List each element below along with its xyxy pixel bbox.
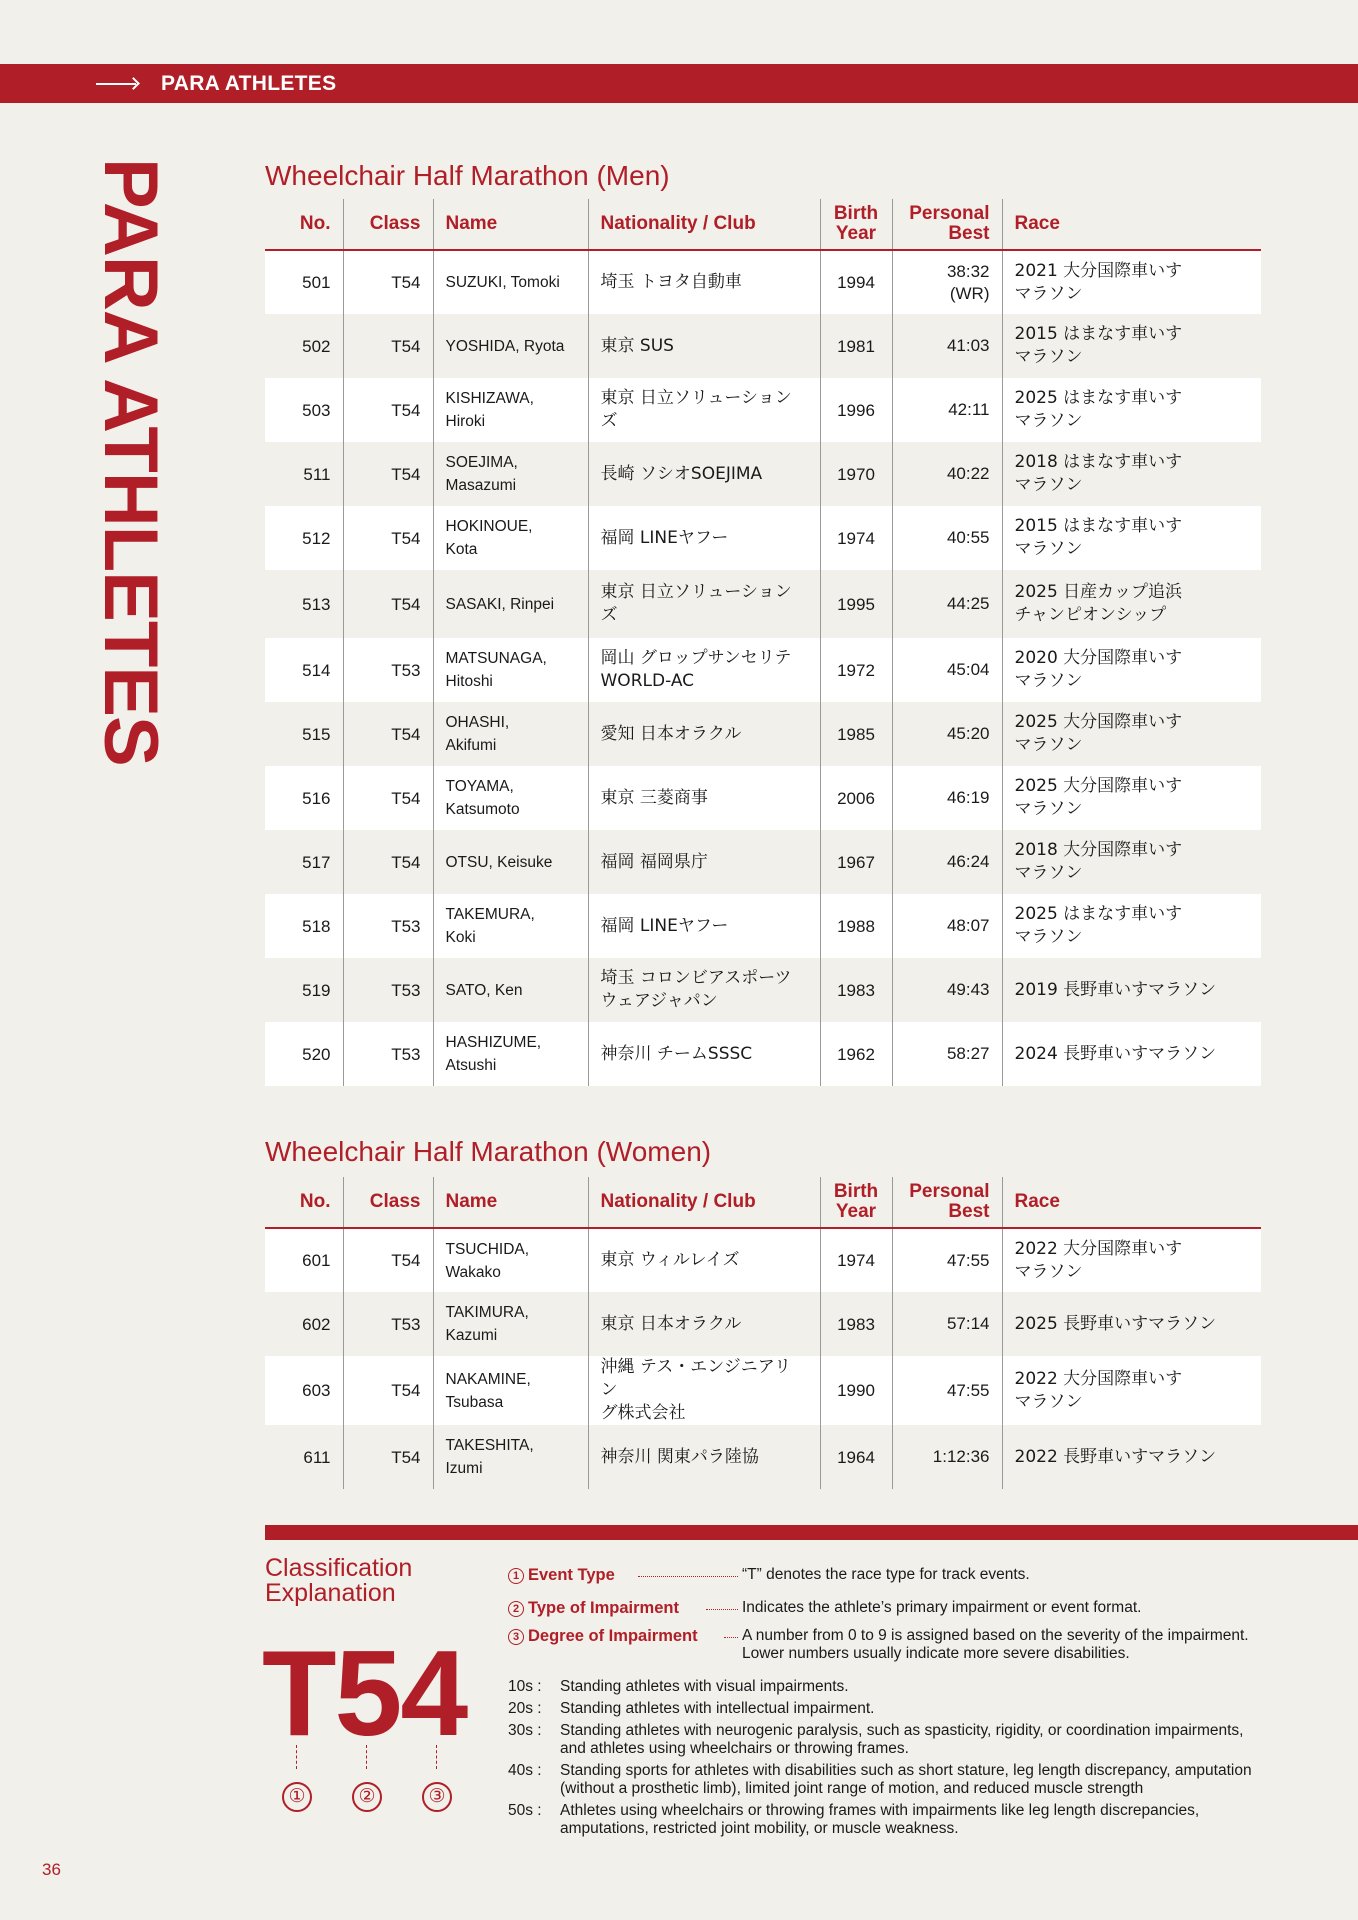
cell-no: 501 [265,250,343,314]
list-item: 40s : Standing sports for athletes with disabilities such as short stature, leg length discrepancy, amputation (without a prosthetic limb), limited joint range of motion, and reduced muscle strength [508,1762,1252,1797]
section-header-label: PARA ATHLETES [161,71,337,95]
col-header-race: Race [1002,199,1261,250]
marker-guide-line [296,1745,297,1769]
cell-name: NAKAMINE, Tsubasa [433,1356,588,1425]
col-header-personal-best: Personal Best [892,1177,1002,1228]
cell-club: 福岡 福岡県庁 [588,830,820,894]
cell-race: 2021 大分国際車いす マラソン [1002,250,1261,314]
cell-name: TAKIMURA, Kazumi [433,1292,588,1356]
col-header-class: Class [343,1177,433,1228]
cell-no: 602 [265,1292,343,1356]
cell-personal-best: 49:43 [892,958,1002,1022]
cell-race: 2025 大分国際車いす マラソン [1002,766,1261,830]
cell-name: OHASHI, Akifumi [433,702,588,766]
cell-class: T54 [343,570,433,638]
cell-no: 515 [265,702,343,766]
cell-personal-best: 44:25 [892,570,1002,638]
side-title: PARA ATHLETES [88,158,173,766]
cell-class: T54 [343,1228,433,1292]
table-row [265,506,1261,570]
cell-class: T54 [343,442,433,506]
cell-no: 520 [265,1022,343,1086]
cell-birth-year: 1988 [820,894,892,958]
cell-class: T54 [343,378,433,442]
cell-birth-year: 1994 [820,250,892,314]
cell-club: 岡山 グロップサンセリテ WORLD-AC [588,638,820,702]
cell-club: 東京 日立ソリューションズ [588,570,820,638]
cell-no: 503 [265,378,343,442]
cell-birth-year: 1985 [820,702,892,766]
cell-club: 東京 ウィルレイズ [588,1228,820,1292]
cell-club: 福岡 LINEヤフー [588,894,820,958]
section-header-bar [0,64,1358,103]
table-row [265,378,1261,442]
cell-class: T54 [343,314,433,378]
cell-name: SUZUKI, Tomoki [433,250,588,314]
cell-race: 2018 はまなす車いす マラソン [1002,442,1261,506]
cell-class: T54 [343,1356,433,1425]
cell-class: T53 [343,638,433,702]
cell-no: 516 [265,766,343,830]
cell-club: 愛知 日本オラクル [588,702,820,766]
cell-birth-year: 1995 [820,570,892,638]
table-row [265,830,1261,894]
cell-no: 601 [265,1228,343,1292]
marker-3-circle: ③ [422,1782,452,1812]
cell-name: TSUCHIDA, Wakako [433,1228,588,1292]
cell-race: 2024 長野車いすマラソン [1002,1022,1261,1086]
table-row [265,1292,1261,1356]
cell-name: SATO, Ken [433,958,588,1022]
col-header-birth-year: Birth Year [820,199,892,250]
cell-name: TOYAMA, Katsumoto [433,766,588,830]
table-row [265,314,1261,378]
col-header-no: No. [265,1177,343,1228]
col-header-personal-best: Personal Best [892,199,1002,250]
table-row [265,894,1261,958]
col-header-class: Class [343,199,433,250]
list-item: 10s : Standing athletes with visual impairments. [508,1678,849,1695]
col-header-club: Nationality / Club [588,199,820,250]
cell-class: T53 [343,1292,433,1356]
cell-club: 東京 日立ソリューション ズ [588,378,820,442]
cell-class: T53 [343,894,433,958]
table-row [265,958,1261,1022]
cell-race: 2025 長野車いすマラソン [1002,1292,1261,1356]
table-header-row [265,199,1261,250]
cell-no: 518 [265,894,343,958]
col-header-no: No. [265,199,343,250]
classification-example-code: T54 [262,1625,467,1761]
cell-name: SOEJIMA, Masazumi [433,442,588,506]
cell-no: 502 [265,314,343,378]
cell-name: SASAKI, Rinpei [433,570,588,638]
cell-personal-best: 58:27 [892,1022,1002,1086]
cell-club: 東京 三菱商事 [588,766,820,830]
cell-club: 福岡 LINEヤフー [588,506,820,570]
cell-no: 611 [265,1425,343,1489]
cell-personal-best: 47:55 [892,1228,1002,1292]
cell-club: 埼玉 トヨタ自動車 [588,250,820,314]
women-athletes-table [265,1177,1261,1489]
cell-no: 517 [265,830,343,894]
table-row [265,702,1261,766]
cell-race: 2018 大分国際車いす マラソン [1002,830,1261,894]
col-header-name: Name [433,199,588,250]
table-row [265,1228,1261,1292]
cell-race: 2025 はまなす車いす マラソン [1002,378,1261,442]
cell-class: T54 [343,702,433,766]
cell-personal-best: 40:55 [892,506,1002,570]
table-row [265,1356,1261,1425]
cell-birth-year: 1967 [820,830,892,894]
col-header-club: Nationality / Club [588,1177,820,1228]
cell-name: HASHIZUME, Atsushi [433,1022,588,1086]
cell-race: 2022 大分国際車いす マラソン [1002,1356,1261,1425]
cell-no: 513 [265,570,343,638]
table-row [265,442,1261,506]
cell-birth-year: 2006 [820,766,892,830]
classification-title: Classification Explanation [265,1554,413,1607]
cell-birth-year: 1972 [820,638,892,702]
list-item: 20s : Standing athletes with intellectual impairment. [508,1700,875,1717]
cell-birth-year: 1974 [820,506,892,570]
col-header-birth-year: Birth Year [820,1177,892,1228]
cell-race: 2025 日産カップ追浜 チャンピオンシップ [1002,570,1261,638]
cell-birth-year: 1983 [820,1292,892,1356]
cell-birth-year: 1970 [820,442,892,506]
cell-club: 長崎 ソシオSOEJIMA [588,442,820,506]
women-section-title: Wheelchair Half Marathon (Women) [265,1136,712,1167]
cell-personal-best: 40:22 [892,442,1002,506]
col-header-name: Name [433,1177,588,1228]
arrow-right-icon [96,77,140,91]
cell-race: 2025 大分国際車いす マラソン [1002,702,1261,766]
table-row [265,250,1261,314]
cell-race: 2015 はまなす車いす マラソン [1002,314,1261,378]
cell-birth-year: 1981 [820,314,892,378]
cell-club: 神奈川 チームSSSC [588,1022,820,1086]
cell-no: 603 [265,1356,343,1425]
col-header-race: Race [1002,1177,1261,1228]
table-row [265,1425,1261,1489]
men-athletes-table [265,199,1261,1086]
marker-guide-line [366,1745,367,1769]
cell-race: 2022 長野車いすマラソン [1002,1425,1261,1489]
cell-race: 2019 長野車いすマラソン [1002,958,1261,1022]
marker-guide-line [436,1745,437,1769]
cell-personal-best: 57:14 [892,1292,1002,1356]
cell-personal-best: 41:03 [892,314,1002,378]
cell-name: KISHIZAWA, Hiroki [433,378,588,442]
table-row [265,570,1261,638]
cell-class: T53 [343,958,433,1022]
cell-race: 2025 はまなす車いす マラソン [1002,894,1261,958]
cell-no: 512 [265,506,343,570]
page-number: 36 [42,1860,61,1879]
impairment-level-list [508,1678,1268,1842]
table-row [265,638,1261,702]
cell-birth-year: 1990 [820,1356,892,1425]
cell-name: HOKINOUE, Kota [433,506,588,570]
cell-no: 514 [265,638,343,702]
cell-name: MATSUNAGA, Hitoshi [433,638,588,702]
table-header-row [265,1177,1261,1228]
men-section-title: Wheelchair Half Marathon (Men) [265,160,670,191]
cell-no: 519 [265,958,343,1022]
cell-class: T54 [343,766,433,830]
cell-class: T54 [343,506,433,570]
cell-personal-best: 46:19 [892,766,1002,830]
cell-name: TAKESHITA, Izumi [433,1425,588,1489]
cell-class: T54 [343,250,433,314]
cell-personal-best: 45:20 [892,702,1002,766]
cell-club: 東京 SUS [588,314,820,378]
cell-club: 沖縄 テス・エンジニアリン グ株式会社 [588,1356,820,1425]
cell-class: T54 [343,830,433,894]
cell-no: 511 [265,442,343,506]
cell-name: YOSHIDA, Ryota [433,314,588,378]
cell-personal-best: 45:04 [892,638,1002,702]
cell-birth-year: 1964 [820,1425,892,1489]
cell-birth-year: 1996 [820,378,892,442]
cell-birth-year: 1962 [820,1022,892,1086]
cell-personal-best: 1:12:36 [892,1425,1002,1489]
cell-name: TAKEMURA, Koki [433,894,588,958]
cell-personal-best: 38:32 (WR) [892,250,1002,314]
cell-race: 2020 大分国際車いす マラソン [1002,638,1261,702]
cell-birth-year: 1974 [820,1228,892,1292]
table-row [265,1022,1261,1086]
cell-personal-best: 42:11 [892,378,1002,442]
classification-divider-bar [265,1525,1358,1540]
cell-birth-year: 1983 [820,958,892,1022]
list-item: 30s : Standing athletes with neurogenic paralysis, such as spasticity, rigidity, or coordination impairments, and athletes using wheelchairs or throwing frames. [508,1722,1244,1757]
table-row [265,766,1261,830]
cell-class: T53 [343,1022,433,1086]
cell-club: 神奈川 関東パラ陸協 [588,1425,820,1489]
marker-1-circle: ① [282,1782,312,1812]
cell-personal-best: 47:55 [892,1356,1002,1425]
cell-personal-best: 48:07 [892,894,1002,958]
cell-class: T54 [343,1425,433,1489]
cell-race: 2022 大分国際車いす マラソン [1002,1228,1261,1292]
cell-name: OTSU, Keisuke [433,830,588,894]
cell-race: 2015 はまなす車いす マラソン [1002,506,1261,570]
cell-club: 埼玉 コロンビアスポーツ ウェアジャパン [588,958,820,1022]
cell-personal-best: 46:24 [892,830,1002,894]
marker-2-circle: ② [352,1782,382,1812]
cell-club: 東京 日本オラクル [588,1292,820,1356]
list-item: 50s : Athletes using wheelchairs or throwing frames with impairments like leg length discrepancies, amputations, restricted joint mobility, or muscle weakness. [508,1802,1200,1837]
